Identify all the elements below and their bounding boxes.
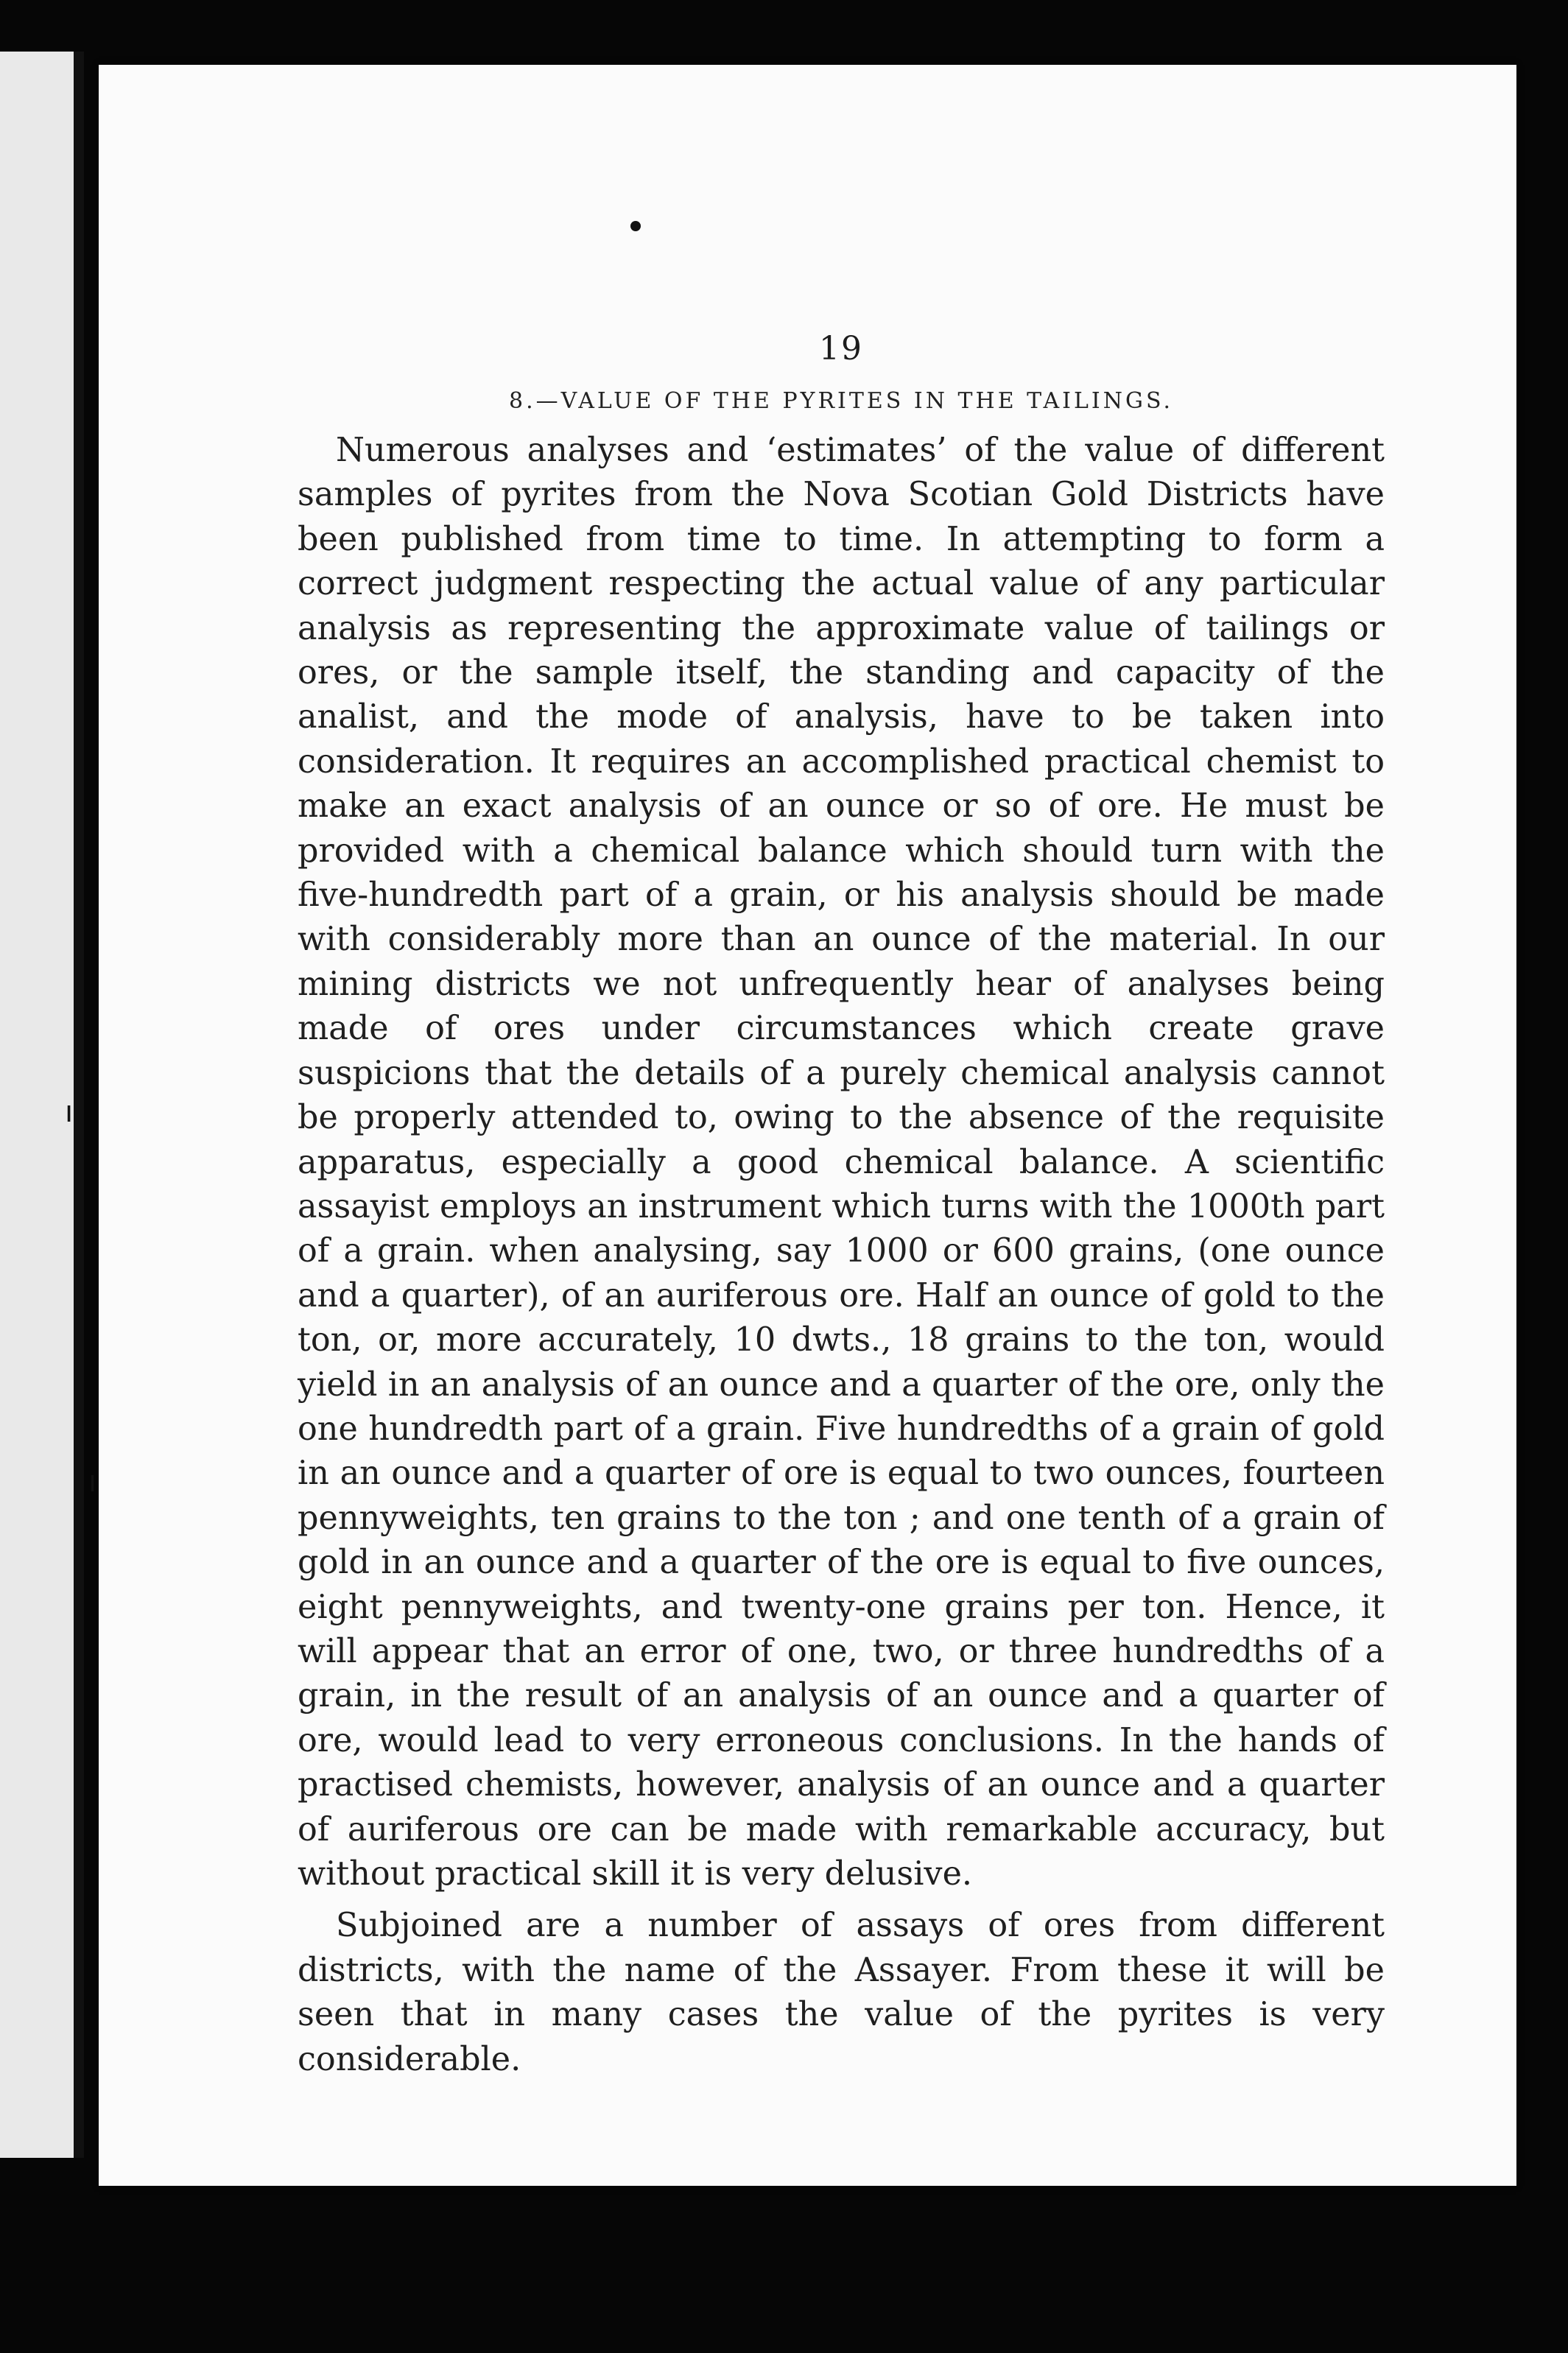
body-paragraph: Subjoined are a number of assays of ores from different districts, with the name of the Assayer. From these it will be seen that in many cases the value of the pyrites is very considerable. (298, 1907, 1385, 2078)
page-content (298, 256, 1385, 2082)
margin-mark: ı (65, 1095, 74, 1129)
book-page (99, 65, 1516, 2186)
page-number: 19 (819, 330, 863, 367)
section-heading: 8.—VALUE OF THE PYRITES IN THE TAILINGS. (508, 388, 1174, 414)
body-paragraph: Numerous analyses and ‘estimates’ of the value of different samples of pyrites from the Nova Scotian Gold Districts have been published from time to time. In attempting to form a correct judgment respecting the actual value of any particular analysis as representing the approximate value of tailings or ores, or the sample itself, the standing and capacity of the analist, and the mode of analysis, have to be taken into consideration. It requires an accomplished practical chemist to make an exact analysis of an ounce or so of ore. He must be provided with a chemical balance which should turn with the five-hundredth part of a grain, or his analysis should be made with considerably more than an ounce of the material. In our mining districts we not unfrequently hear of analyses being made of ores under circumstances which create grave suspicions that the details of a purely chemical analysis cannot be properly attended to, owing to the absence of the requisite apparatus, especially a good chemical balance. A scientific assayist employs an instrument which turns with the 1000th part of a grain. when analysing, say 1000 or 600 grains, (one ounce and a quarter), of an auriferous ore. Half an ounce of gold to the ton, or, more accurately, 10 dwts., 18 grains to the ton, would yield in an analysis of an ounce and a quarter of the ore, only the one hundredth part of a grain. Five hundredths of a grain of gold in an ounce and a quarter of ore is equal to two ounces, fourteen pennyweights, ten grains to the ton ; and one tenth of a grain of gold in an ounce and a quarter of the ore is equal to five ounces, eight pennyweights, and twenty-one grains per ton. Hence, it will appear that an error of one, two, or three hundredths of a grain, in the result of an analysis of an ounce and a quarter of ore, would lead to very erroneous conclusions. In the hands of practised chemists, however, analysis of an ounce and a quarter of auriferous ore can be made with remarkable accuracy, but without practical skill it is very delusive. (298, 432, 1385, 1893)
printer-mark-dot (630, 221, 641, 231)
margin-mark: ı (88, 1465, 97, 1499)
